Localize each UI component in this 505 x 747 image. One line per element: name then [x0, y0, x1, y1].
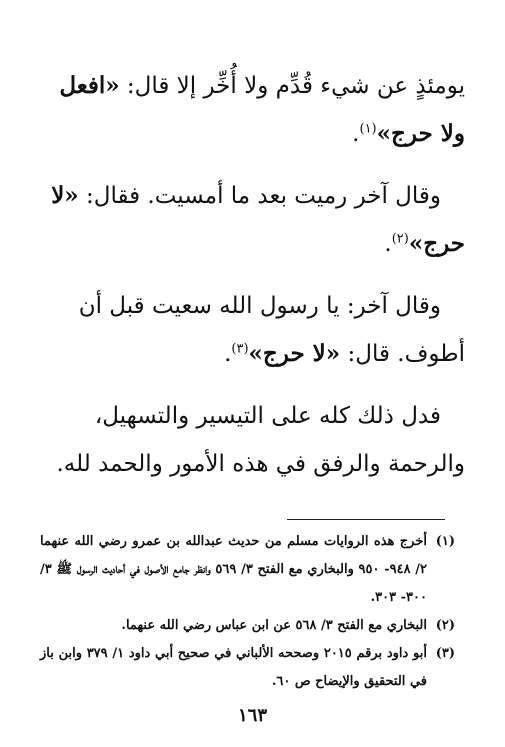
footnote-1	[40, 528, 455, 612]
paragraph-4	[38, 392, 465, 488]
footnotes	[40, 528, 455, 696]
footnote-number: (٢)	[435, 618, 455, 633]
page-number: ١٦٣	[237, 705, 267, 726]
footnote-ref-2: (٢)	[391, 231, 409, 247]
paragraph-1-end: .	[352, 121, 360, 147]
paragraph-1	[38, 62, 465, 158]
footnote-text: أبو داود برقم ٢٠١٥ وصححه الألباني في صحيح أبي داود ١/ ٣٧٩ وابن باز في التحقيق والإيضاح ص ٦٠.	[40, 646, 427, 689]
paragraph-3	[38, 282, 465, 378]
footnote-text: البخاري مع الفتح ٣/ ٥٦٨ عن ابن عباس رضي الله عنهما.	[121, 618, 427, 633]
paragraph-3-text: وقال آخر: يا رسول الله سعيت قبل أن أطوف. قال:	[78, 293, 465, 367]
paragraph-2	[38, 172, 465, 268]
quote-2: «لا حرج»	[51, 182, 465, 257]
footnote-separator	[287, 519, 445, 520]
paragraph-1-text: يومئذٍ عن شيء قُدِّم ولا أُخِّر إلا قال:	[119, 73, 465, 99]
paragraph-3-end: .	[224, 341, 232, 367]
footnote-text: أخرج هذه الروايات مسلم من حديث عبدالله بن عمرو رضي الله عنهما ٢/ ٩٤٨- ٩٥٠ والبخاري مع الفتح ٣/ ٥٦٩ وانظر جامع الأصول في أحاديث الرسول ﷺ ٣/ ٣٠٠- ٣٠٣.	[40, 534, 427, 605]
footnote-number: (٣)	[435, 646, 455, 661]
paragraph-2-end: .	[384, 231, 392, 257]
footnote-3	[40, 640, 455, 696]
footnote-number: (١)	[435, 534, 455, 549]
quote-3: «لا حرج»	[248, 340, 341, 367]
footnote-2	[40, 612, 455, 640]
paragraph-4-text: فدل ذلك كله على التيسير والتسهيل، والرحمة والرفق في هذه الأمور والحمد لله.	[56, 403, 465, 477]
footnote-ref-1: (١)	[359, 121, 377, 137]
paragraph-2-text: وقال آخر رميت بعد ما أمسيت. فقال:	[78, 183, 441, 209]
footnote-ref-3: (٣)	[231, 341, 249, 357]
main-text	[38, 62, 465, 502]
quote-1: «افعل ولا حرج»	[59, 72, 465, 147]
